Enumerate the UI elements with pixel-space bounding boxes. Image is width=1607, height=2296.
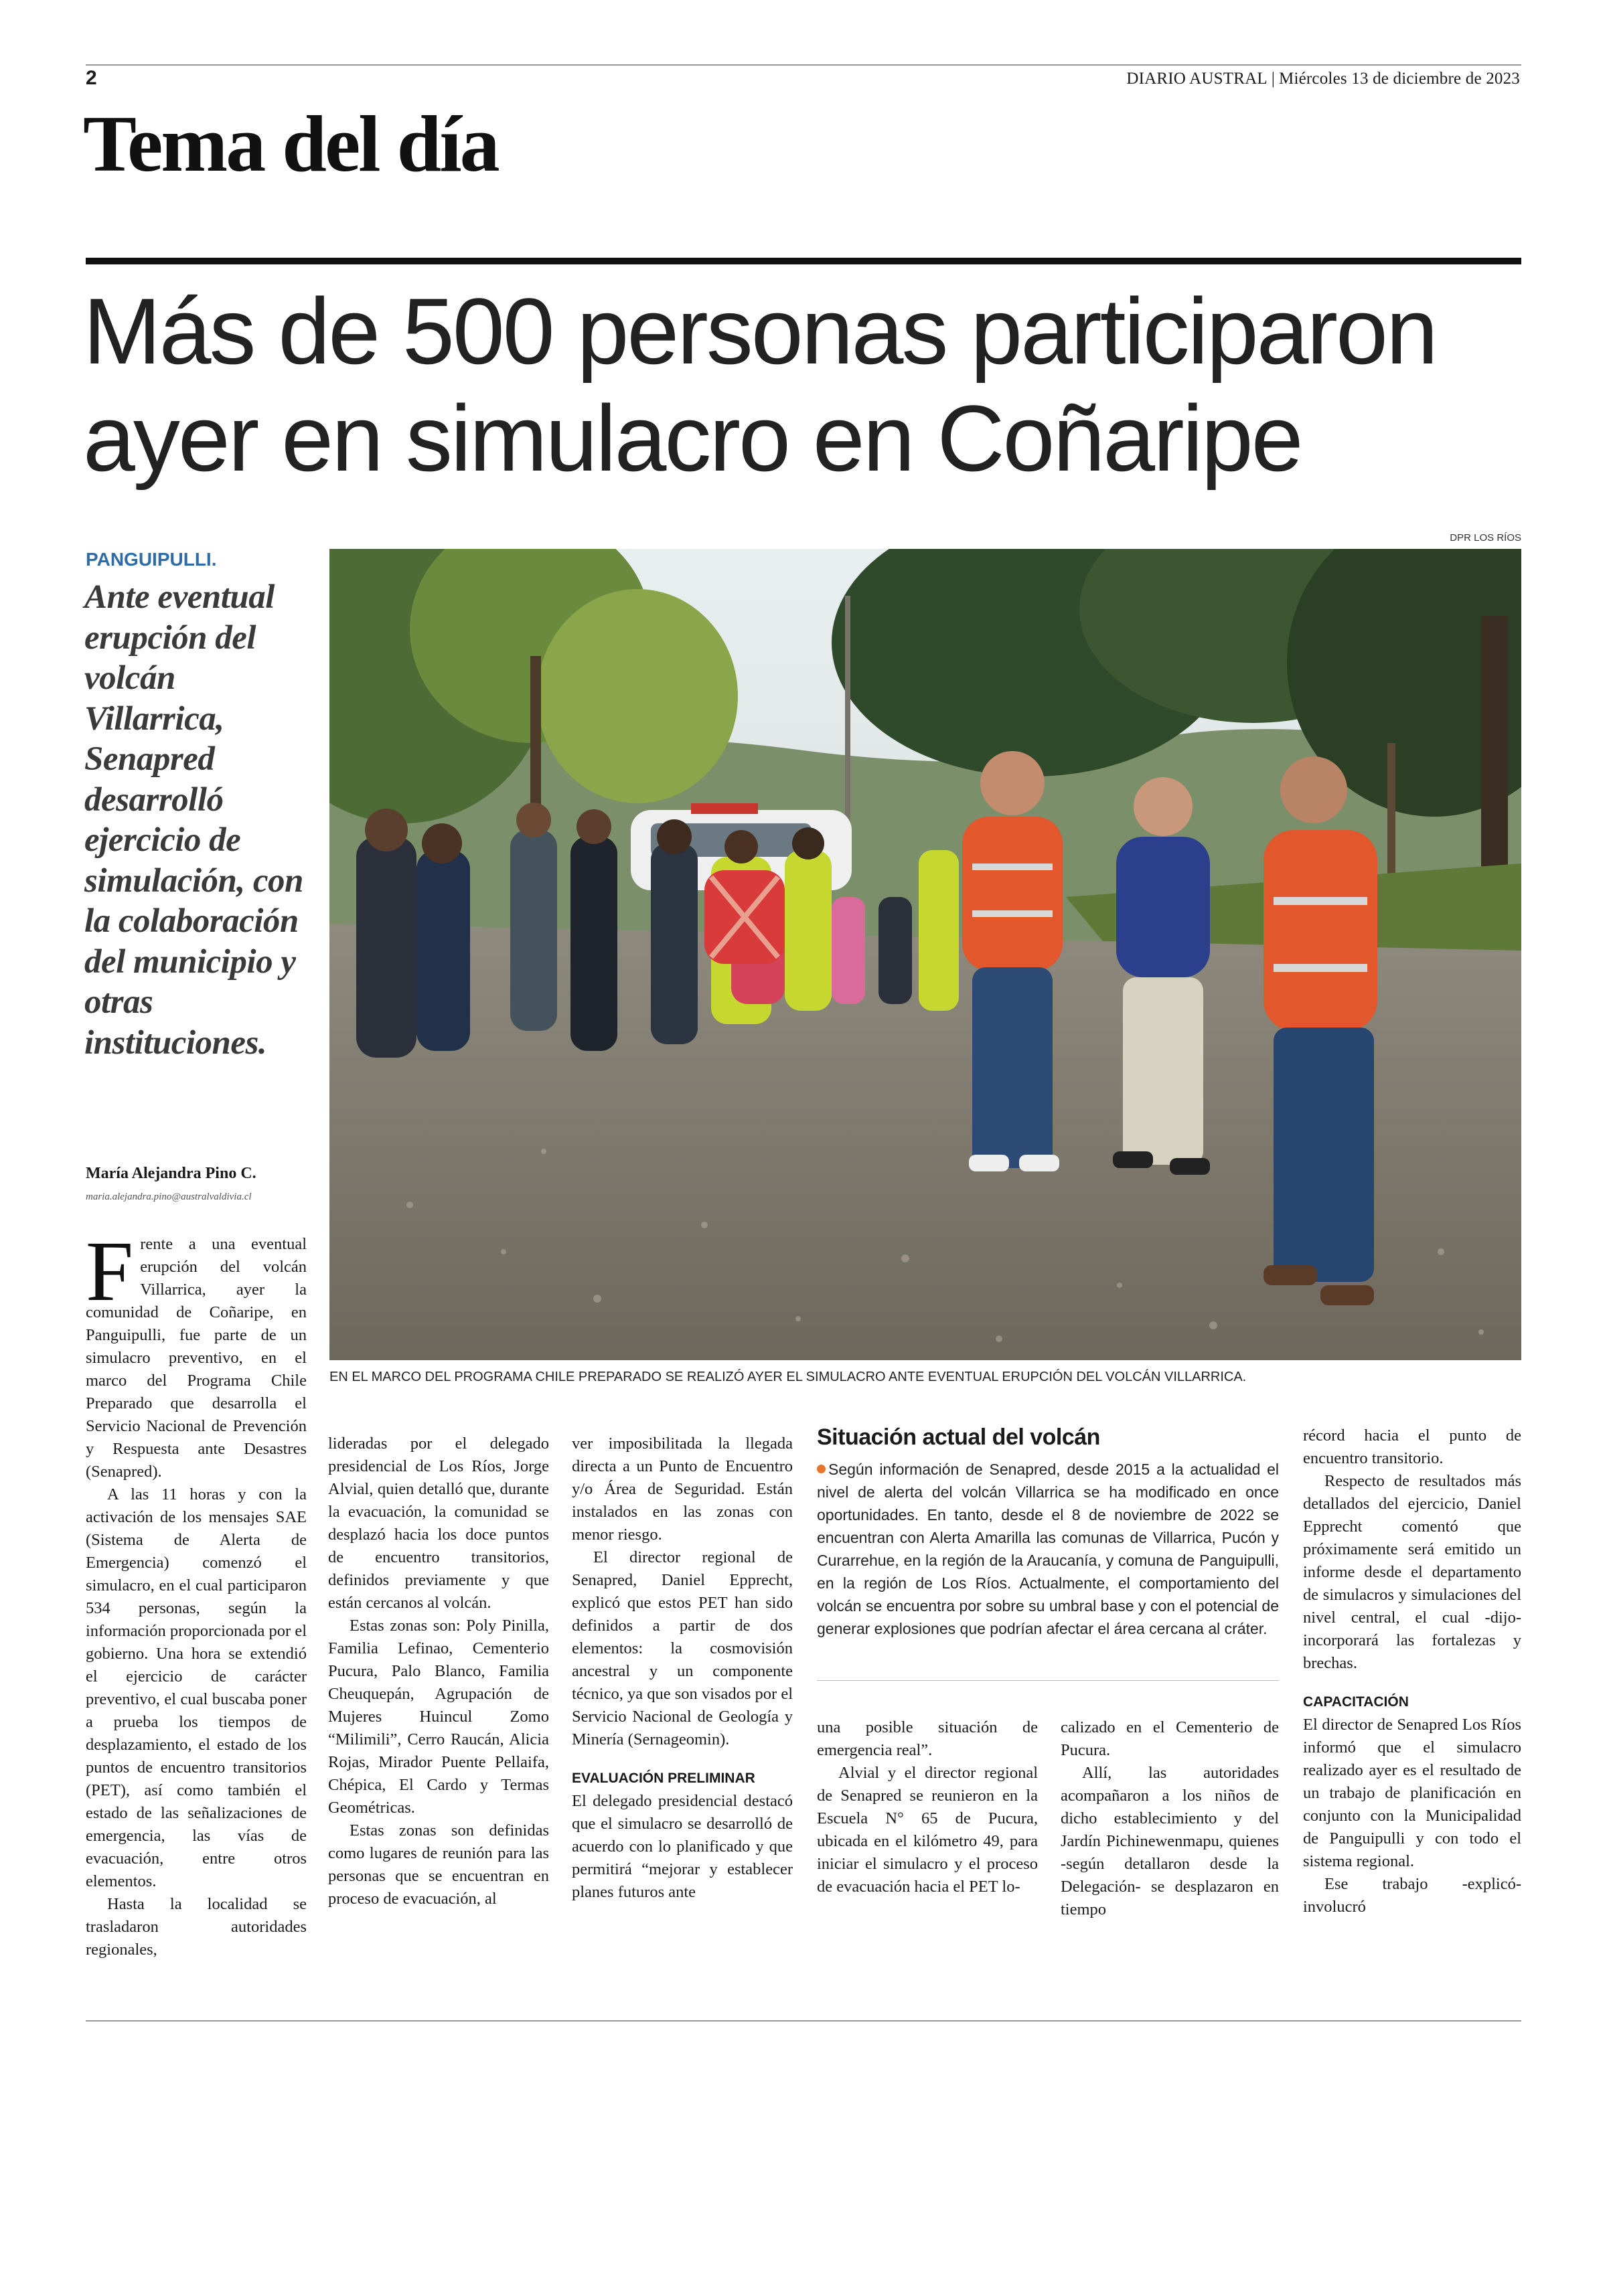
- body-column-2: [328, 1432, 549, 1910]
- bullet-dot-icon: [817, 1465, 826, 1473]
- paragraph: ver imposibilitada la llegada directa a un Punto de Encuentro y/o Área de Seguridad. Están instalados en las zonas con menor riesgo.: [572, 1434, 793, 1544]
- paragraph: Estas zonas son definidas como lugares de reunión para las personas que se encuentran en proceso de evacuación, al: [328, 1821, 549, 1908]
- paragraph: lideradas por el delegado presidencial de Los Ríos, Jorge Alvial, quien detalló que, durante la evacuación, la comunidad se desplazó hacia los doce puntos de encuentro transitorios, definidos previamente y que están cercanos al volcán.: [328, 1434, 549, 1612]
- author-email: maria.alejandra.pino@australvaldivia.cl: [86, 1192, 252, 1202]
- masthead-separator: |: [1271, 70, 1276, 88]
- box-text-content: Según información de Senapred, desde 2015 a la actualidad el nivel de alerta del volcán Villarrica se ha modificado en once oportunidades. En tanto, desde el 8 de noviembre de 2022 se encuentran con Alerta Amarilla las comunas de Villarrica, Pucón y Curarrehue, en la región de la Araucanía, y comuna de Panguipulli, en la región de Los Ríos. Actualmente, el comportamiento del volcán se encuentra por sobre su umbral base y con el potencial de generar explosiones que podrían afectar el área cercana al cráter.: [817, 1461, 1279, 1637]
- paragraph: Estas zonas son: Poly Pinilla, Familia Lefinao, Cementerio Pucura, Palo Blanco, Familia Cheuquepán, Agrupación de Mujeres Huincul Zomo “Milimili”, Cerro Raucán, Alicia Rojas, Mirador Puente Pellaifa, Chépica, El Cardo y Termas Geométricas.: [328, 1617, 549, 1817]
- orange-vest-1: [962, 817, 1063, 971]
- article-photo: [329, 549, 1521, 1360]
- subhead-capacitacion: CAPACITACIÓN: [1303, 1694, 1409, 1710]
- paragraph-text: rente a una eventual erupción del volcán Villarrica, ayer la comunidad de Coñaripe, en Panguipulli, fue parte de un simulacro preventivo, en el marco del Programa Chile Preparado que desarrolla el Servicio Nacional de Prevención y Respuesta ante Desastres (Senapred).: [86, 1235, 307, 1481]
- paragraph: Allí, las autoridades acompañaron a los niños de dicho establecimiento y del Jardín Pichinewenmapu, quienes -según detallaron desde la Delegación- se desplazaron en tiempo: [1061, 1764, 1279, 1918]
- masthead: [1126, 70, 1520, 88]
- headline-line-1: Más de 500 personas participaron: [83, 278, 1436, 384]
- box-rule: [817, 1680, 1279, 1681]
- paragraph: [86, 1224, 307, 1483]
- body-column-5: [1061, 1716, 1279, 1921]
- paragraph: El delegado presidencial destacó que el simulacro se desarrolló de acuerdo con lo planificado y que permitirá “mejorar y establecer planes futuros ante: [572, 1792, 793, 1901]
- photo-credit: DPR LOS RÍOS: [1450, 532, 1521, 544]
- paragraph: El director regional de Senapred, Daniel Epprecht, explicó que estos PET han sido definidos a partir de dos elementos: la cosmovisión ancestral y un componente técnico, ya que son visados por el Servicio Nacional de Geología y Minería (Sernageomin).: [572, 1548, 793, 1748]
- drop-cap: F: [86, 1224, 134, 1319]
- paragraph: una posible situación de emergencia real”.: [817, 1718, 1038, 1759]
- paragraph: récord hacia el punto de encuentro transitorio.: [1303, 1426, 1521, 1467]
- body-column-4: [817, 1716, 1038, 1898]
- paragraph: Hasta la localidad se trasladaron autoridades regionales,: [86, 1895, 307, 1959]
- lead-text: Ante eventual erupción del volcán Villarrica, Senapred desarrolló ejercicio de simulación, con la colaboración del municipio y otras instituciones.: [84, 578, 303, 1062]
- publication-name: DIARIO AUSTRAL: [1126, 70, 1268, 88]
- headline: [83, 278, 1523, 492]
- section-rule: [86, 258, 1521, 264]
- top-rule: [86, 64, 1521, 66]
- paragraph: Ese trabajo -explicó- involucró: [1303, 1875, 1521, 1916]
- body-column-3: [572, 1432, 793, 1904]
- page-number: 2: [86, 67, 97, 89]
- blue-vest: [1116, 837, 1210, 977]
- body-column-6: [1303, 1424, 1521, 1918]
- paragraph: Respecto de resultados más detallados del ejercicio, Daniel Epprecht comentó que próximamente será emitido un informe desde el departamento de simulacros y simulaciones del nivel central, el cual -dijo- incorporará las fortalezas y brechas.: [1303, 1472, 1521, 1672]
- paragraph: calizado en el Cementerio de Pucura.: [1061, 1718, 1279, 1759]
- byline: María Alejandra Pino C.: [86, 1165, 256, 1182]
- kicker: PANGUIPULLI.: [86, 549, 217, 570]
- paragraph: El director de Senapred Los Ríos informó que el simulacro realizado ayer es el resultado de un trabajo de planificación en conjunto con la Municipalidad de Panguipulli y con todo el sistema regional.: [1303, 1716, 1521, 1870]
- paragraph: Alvial y el director regional de Senapred se reunieron en la Escuela N° 65 de Pucura, ubicada en el kilómetro 49, para iniciar el simulacro y el proceso de evacuación hacia el PET lo-: [817, 1764, 1038, 1896]
- subhead-evaluacion: EVALUACIÓN PRELIMINAR: [572, 1771, 755, 1786]
- box-text: [817, 1458, 1279, 1640]
- photo-caption: EN EL MARCO DEL PROGRAMA CHILE PREPARADO SE REALIZÓ AYER EL SIMULACRO ANTE EVENTUAL ERUPCIÓN DEL VOLCÁN VILLARRICA.: [329, 1370, 1247, 1384]
- paragraph: A las 11 horas y con la activación de los mensajes SAE (Sistema de Alerta de Emergencia) comenzó el simulacro, en el cual participaron 534 personas, según la información proporcionada por el gobierno. Una hora se extendió el ejercicio de carácter preventivo, el cual buscaba poner a prueba los tiempos de desplazamiento, el estado de los puntos de encuentro transitorios (PET), así como también el estado de las señalizaciones de emergencia, las vías de evacuación, entre otros elementos.: [86, 1485, 307, 1890]
- orange-vest-2: [1264, 830, 1377, 1031]
- photo-illustration: [329, 549, 1521, 1360]
- box-title: Situación actual del volcán: [817, 1424, 1100, 1450]
- bottom-rule: [86, 2020, 1521, 2022]
- section-title: Tema del día: [83, 99, 498, 188]
- issue-date: Miércoles 13 de diciembre de 2023: [1279, 70, 1520, 88]
- headline-line-2: ayer en simulacro en Coñaripe: [83, 386, 1302, 491]
- body-column-1: [86, 1224, 307, 1961]
